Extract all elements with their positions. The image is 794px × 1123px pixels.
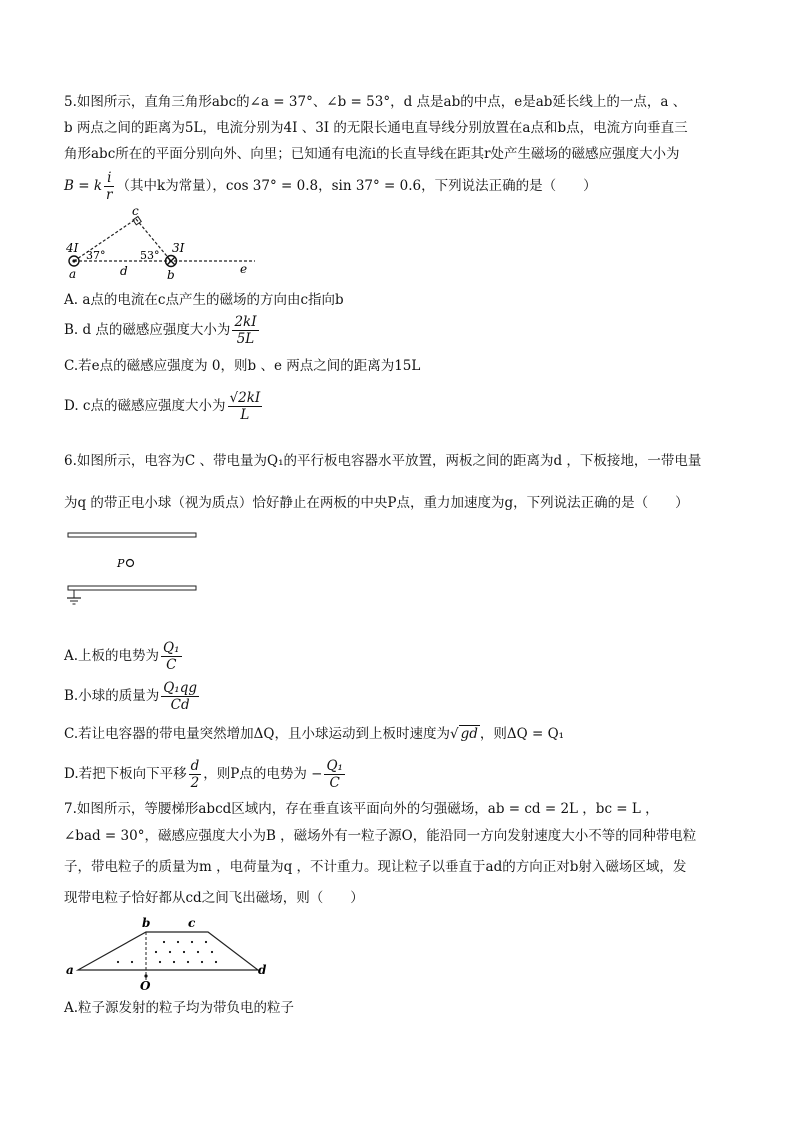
q5-label-d: d [120,264,128,278]
q6-option-b[interactable] [64,680,201,713]
q5-label-e: e [240,262,248,276]
q6-option-d-fraction2 [324,758,344,791]
q7-trapezoid [78,932,258,970]
q6-option-a-fraction [161,640,181,673]
q6-option-d-num1: d [190,758,200,774]
q6-option-c-text: C.若让电容器的带电量突然增加ΔQ，且小球运动到上板时速度为 [64,726,450,742]
q6-option-d-text: D.若把下板向下平移 [64,766,187,782]
q6-option-d[interactable] [64,758,347,791]
q5-formula-rest: （其中k为常量），cos 37° = 0.8，sin 37° = 0.6，下列说法正确的是（ ） [116,178,597,194]
q5-option-b-den: 5L [236,331,255,347]
q7-label-b: b [142,916,151,930]
q6-option-a-num: Q₁ [163,640,180,656]
q5-formula-fraction [104,170,114,203]
q6-option-c-sqrt: gd [460,726,478,742]
q7-stem-line2: ∠bad = 30°，磁感应强度大小为B ，磁场外有一粒子源O，能沿同一方向发射速度大小不等的同种带电粒 [64,828,697,844]
q5-figure [60,205,270,285]
q7-figure [60,914,280,994]
q5-label-b: b [167,268,175,282]
q5-option-a[interactable]: A. a点的电流在c点产生的磁场的方向由c指向b [64,292,344,308]
q6-option-d-fraction1 [189,758,202,791]
q6-figure [64,528,204,608]
q5-label-37: 37° [86,249,106,262]
q6-option-d-num2: Q₁ [326,758,343,774]
q5-option-c[interactable]: C.若e点的磁感应强度为 0，则b 、e 两点之间的距离为15L [64,358,421,374]
q6-upper-plate [68,533,196,537]
q5-stem-line2: b 两点之间的距离为5L，电流分别为4I 、3I 的无限长通电直导线分别放置在a点和b点，电流方向垂直三 [64,120,688,136]
q6-option-d-mid: ，则P点的电势为 − [203,766,323,782]
q7-label-c: c [188,916,196,930]
q7-stem-line3: 子，带电粒子的质量为m ，电荷量为q ，不计重力。现让粒子以垂直于ad的方向正对b射入磁场区域，发 [64,859,687,875]
q5-formula-num: i [104,170,114,187]
q5-label-4I: 4I [66,241,79,255]
q5-stem-formula-line [64,170,597,203]
q7-source-O [144,974,147,977]
q5-option-d-text: D. c点的磁感应强度大小为 [64,398,226,414]
q6-option-b-text: B.小球的质量为 [64,688,160,704]
q5-label-a: a [69,267,77,281]
q6-option-b-fraction [161,680,199,713]
q5-stem-line3: 角形abc所在的平面分别向外、向里；已知通有电流i的长直导线在距其r处产生磁场的磁感应强度大小为 [64,146,680,162]
q6-option-a[interactable] [64,640,184,673]
q5-formula-den: r [106,187,113,203]
q5-label-c: c [132,205,139,218]
q6-option-d-den1: 2 [190,775,200,791]
q6-label-P: P [117,557,125,570]
q5-option-b-num: 2kI [234,314,257,330]
q7-stem-line1: 7.如图所示，等腰梯形abcd区域内，存在垂直该平面向外的匀强磁场，ab = cd = 2L ，bc = L ， [64,801,659,817]
q6-option-a-text: A.上板的电势为 [64,648,160,664]
q7-stem-line4: 现带电粒子恰好都从cd之间飞出磁场，则（ ） [64,890,364,906]
q6-lower-plate [68,586,196,590]
q6-option-c-tail: ，则ΔQ = Q₁ [479,726,565,742]
q6-option-a-den: C [166,657,177,673]
q7-field-dots [117,941,217,963]
q6-option-b-den: Cd [170,697,190,713]
q6-option-d-den2: C [329,775,340,791]
q5-option-b-text: B. d 点的磁感应强度大小为 [64,322,231,338]
q5-option-d-fraction [228,390,263,423]
q7-label-O: O [140,979,151,993]
q5-stem-line1: 5.如图所示，直角三角形abc的∠a = 37°、∠b = 53°，d 点是ab的中点，e是ab延长线上的一点，a 、 [64,94,687,110]
q5-label-53: 53° [140,249,160,262]
q6-option-b-num: Q₁qg [163,680,197,696]
q6-stem-line2: 为q 的带正电小球（视为质点）恰好静止在两板的中央P点，重力加速度为g，下列说法正确的是（ ） [64,495,689,511]
q6-stem-line1: 6.如图所示，电容为C 、带电量为Q₁的平行板电容器水平放置，两板之间的距离为d ，下板接地，一带电量 [64,453,702,469]
q5-option-d-num: √2kI [229,390,261,406]
q6-ball [127,560,134,567]
q5-option-b[interactable] [64,314,261,347]
q5-option-d-den: L [240,407,250,423]
q7-label-d: d [258,963,267,977]
q6-option-c[interactable]: C.若让电容器的带电量突然增加ΔQ，且小球运动到上板时速度为√ gd ，则ΔQ = Q₁ [64,726,565,742]
q5-formula-lhs: B = k [64,178,102,194]
q7-option-a[interactable]: A.粒子源发射的粒子均为带负电的粒子 [64,1000,295,1016]
q5-label-3I: 3I [172,241,185,255]
q7-label-a: a [66,963,74,977]
q5-option-d[interactable] [64,390,264,423]
q5-option-b-fraction [232,314,258,347]
